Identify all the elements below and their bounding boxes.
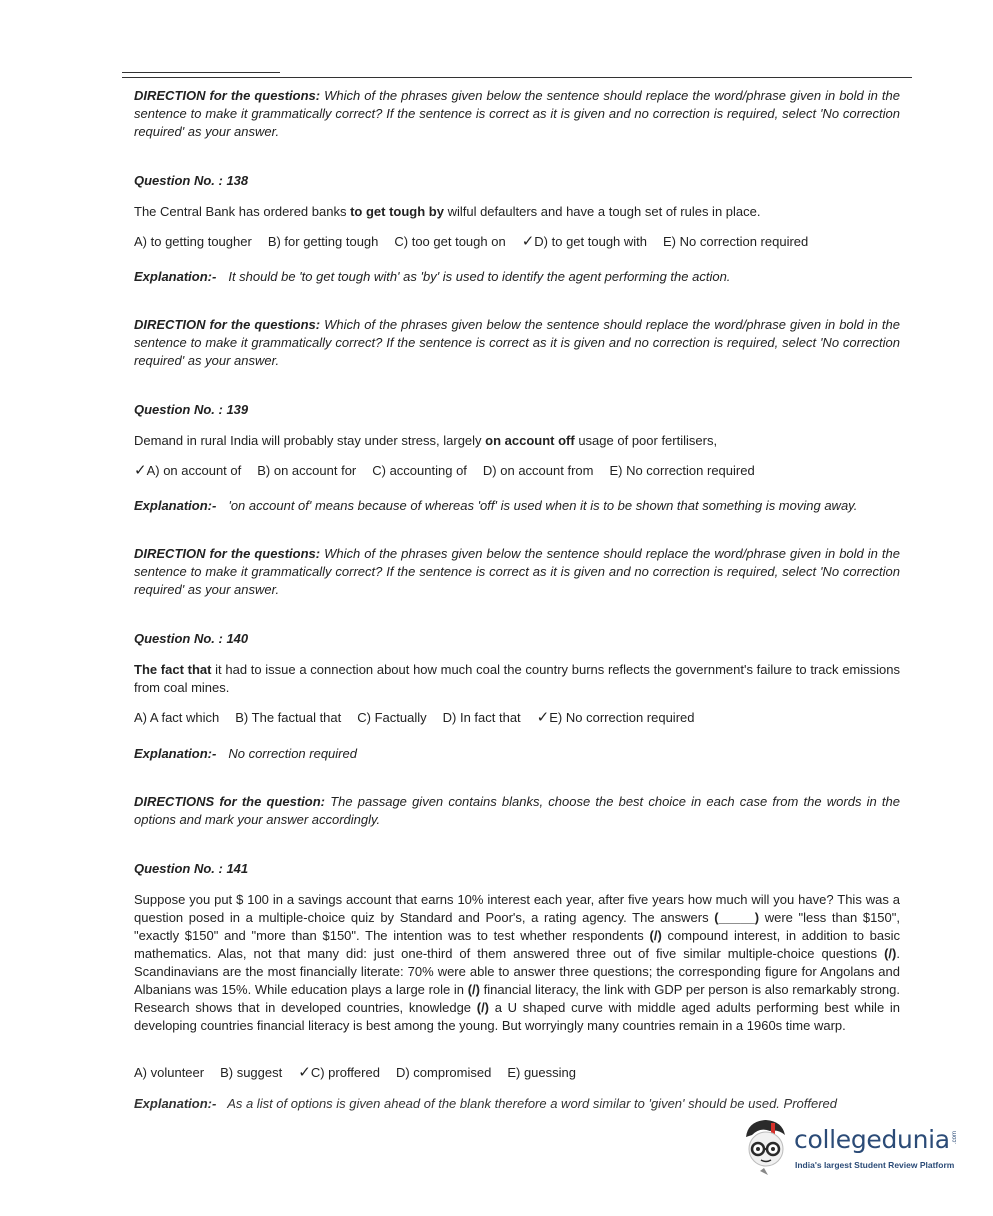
option-d[interactable]: D) compromised xyxy=(395,1065,492,1080)
blank-5: (/) xyxy=(476,1000,490,1015)
option-a[interactable]: ✓ A) on account of xyxy=(134,462,242,479)
bold-phrase: The fact that xyxy=(134,662,212,677)
option-c[interactable]: C) accounting of xyxy=(372,463,467,478)
check-icon: ✓ xyxy=(134,462,147,479)
options-140 xyxy=(134,710,900,725)
option-b[interactable]: B) suggest xyxy=(220,1065,283,1080)
option-d[interactable]: ✓ D) to get tough with xyxy=(521,233,648,250)
option-c[interactable]: C) too get tough on xyxy=(394,234,506,249)
direction-block-141: DIRECTIONS for the question: The passage given contains blanks, choose the best choice in each case from the words in the options and mark your answer accordingly. xyxy=(134,794,900,827)
question-text-138: The Central Bank has ordered banks to get tough by wilful defaulters and have a tough set of rules in place. xyxy=(134,204,761,219)
direction-label: DIRECTION for the questions: xyxy=(134,88,321,103)
option-b[interactable]: B) The factual that xyxy=(235,710,342,725)
options-138 xyxy=(134,234,900,249)
option-e[interactable]: E) No correction required xyxy=(609,463,755,478)
direction-block-140: DIRECTION for the questions: Which of the phrases given below the sentence should replace the word/phrase given in bold in the sentence to make it grammatically correct? If the sentence is correct as it is given and no correction is required, select 'No correction required' as your answer. xyxy=(134,546,900,597)
header-rule-short xyxy=(122,72,280,73)
direction-text: Which of the phrases given below the sentence should replace the word/phrase given in bold in the sentence to make it grammatically correct? If the sentence is correct as it is given and no correction is required, select 'No correction required' as your answer. xyxy=(134,88,900,139)
header-rule xyxy=(122,77,912,78)
option-d[interactable]: D) In fact that xyxy=(442,710,521,725)
bold-phrase: to get tough by xyxy=(350,204,444,219)
logo-name: collegedunia xyxy=(794,1125,950,1154)
bold-phrase: on account off xyxy=(485,433,575,448)
logo-suffix: .com xyxy=(952,1131,958,1145)
option-e[interactable]: E) guessing xyxy=(507,1065,576,1080)
question-text-140: The fact that it had to issue a connection about how much coal the country burns reflects the government's failure to track emissions from coal mines. xyxy=(134,662,900,695)
question-number-139: Question No. : 139 xyxy=(134,402,249,417)
option-c[interactable]: C) Factually xyxy=(357,710,427,725)
collegedunia-logo[interactable] xyxy=(738,1115,968,1185)
blank-2: (/) xyxy=(649,928,662,943)
blank-1: (_____) xyxy=(714,910,760,925)
check-icon: ✓ xyxy=(298,1064,311,1081)
explanation-141-cut: Explanation:- As a list of options is given ahead of the blank therefore a word similar to 'given' should be used. Proffered xyxy=(134,1096,838,1111)
blank-3: (/) xyxy=(884,946,897,961)
passage-141: Suppose you put $ 100 in a savings account that earns 10% interest each year, after five years how much will you have? This was a question posed in a multiple-choice quiz by Standard and Poor's, a rating agency. The answers (_____) were "less than $150", "exactly $150" and "more than $150". The intention was to test whether respondents (/) compound interest, in addition to basic mathematics. Alas, not that many did: just one-third of them answered three out of five similar multiple-choice questions (/). Scandinavians are the most financially literate: 70% were able to answer three questions; the corresponding figure for Angolans and Albanians was 15%. While education plays a large role in (/) financial literacy, the link with GDP per person is also remarkably strong. Research shows that in developed countries, knowledge (/) a U shaped curve with middle aged adults performing best while in developing countries financial literacy is best among the young. But worryingly many countries remain in a 1960s time warp. xyxy=(134,892,901,1033)
check-icon: ✓ xyxy=(521,233,535,250)
explanation-138: Explanation:- It should be 'to get tough with' as 'by' is used to identify the agent performing the action. xyxy=(134,269,731,284)
question-number-138: Question No. : 138 xyxy=(134,173,249,188)
options-139 xyxy=(134,463,900,478)
direction-block-138 xyxy=(134,87,900,141)
option-a[interactable]: A) to getting tougher xyxy=(134,234,252,249)
check-icon: ✓ xyxy=(536,709,550,726)
option-c[interactable]: ✓ C) proffered xyxy=(298,1064,380,1081)
question-number-141: Question No. : 141 xyxy=(134,861,249,876)
options-141 xyxy=(134,1065,900,1080)
option-e[interactable]: ✓ E) No correction required xyxy=(536,709,695,726)
mascot-icon xyxy=(738,1115,794,1177)
direction-block-139: DIRECTION for the questions: Which of the phrases given below the sentence should replace the word/phrase given in bold in the sentence to make it grammatically correct? If the sentence is correct as it is given and no correction is required, select 'No correction required' as your answer. xyxy=(134,317,900,368)
option-d[interactable]: D) on account from xyxy=(482,463,594,478)
option-a[interactable]: A) volunteer xyxy=(134,1065,205,1080)
option-b[interactable]: B) for getting tough xyxy=(267,234,379,249)
explanation-140: Explanation:- No correction required xyxy=(134,746,357,761)
option-b[interactable]: B) on account for xyxy=(257,463,357,478)
question-text-139: Demand in rural India will probably stay under stress, largely on account off usage of poor fertilisers, xyxy=(134,433,718,448)
option-e[interactable]: E) No correction required xyxy=(663,234,809,249)
explanation-139: Explanation:- 'on account of' means because of whereas 'off' is used when it is to be shown that something is moving away. xyxy=(134,498,858,513)
question-number-140: Question No. : 140 xyxy=(134,631,249,646)
option-a[interactable]: A) A fact which xyxy=(134,710,220,725)
blank-4: (/) xyxy=(467,982,480,997)
logo-tagline: India's largest Student Review Platform xyxy=(795,1160,955,1170)
